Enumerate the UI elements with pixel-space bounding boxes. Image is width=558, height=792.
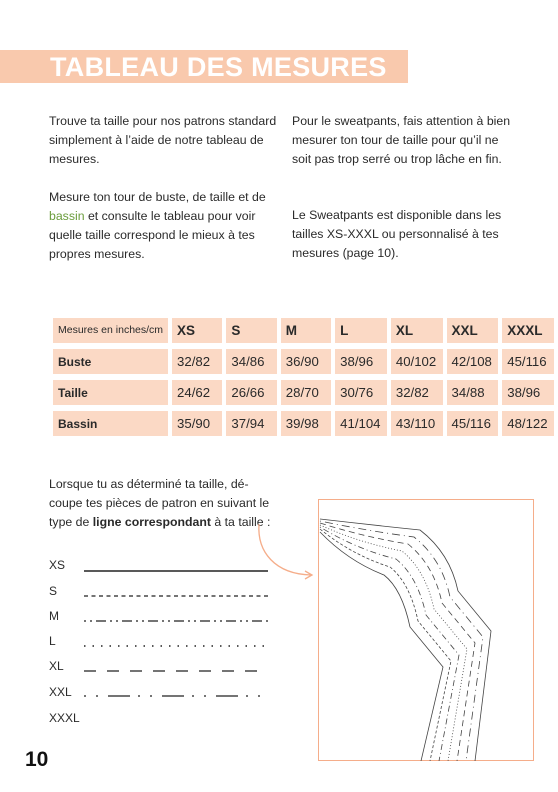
page-number: 10 bbox=[25, 748, 49, 771]
intro-right-paragraph-1: Pour le sweatpants, fais attention à bien mesurer ton tour de taille pour qu’il ne soit pas trop serré ou trop lâche en fin. bbox=[292, 114, 511, 166]
intro-left-paragraph-1: Trouve ta taille pour nos patrons standard simplement à l’aide de notre tableau de mesures. bbox=[49, 114, 277, 166]
table-cell: 32/82 bbox=[172, 349, 222, 374]
table-row bbox=[53, 411, 554, 436]
instructions-text: Lorsque tu as déterminé ta taille, dé-coupe tes pièces de patron en suivant le type de bbox=[49, 477, 270, 529]
table-cell: 30/76 bbox=[335, 380, 387, 405]
line-sample-dash-dot-dot bbox=[84, 694, 268, 698]
table-row bbox=[53, 349, 554, 374]
size-header: S bbox=[226, 318, 276, 343]
table-cell: 32/82 bbox=[391, 380, 443, 405]
table-cell: 38/96 bbox=[502, 380, 554, 405]
table-cell: 28/70 bbox=[281, 380, 331, 405]
line-label-xs: XS bbox=[49, 558, 66, 572]
size-header: M bbox=[281, 318, 331, 343]
table-cell: 35/90 bbox=[172, 411, 222, 436]
table-cell: 48/122 bbox=[502, 411, 554, 436]
table-header-label: Mesures en inches/cm bbox=[53, 318, 168, 343]
table-cell: 34/86 bbox=[226, 349, 276, 374]
table-cell: 43/110 bbox=[391, 411, 443, 436]
line-type-instructions bbox=[49, 475, 271, 532]
size-chart-table bbox=[49, 312, 558, 442]
page-title: TABLEAU DES MESURES bbox=[50, 52, 387, 82]
table-cell: 45/116 bbox=[447, 411, 499, 436]
table-cell: 36/90 bbox=[281, 349, 331, 374]
table-cell: 34/88 bbox=[447, 380, 499, 405]
line-label-s: S bbox=[49, 584, 58, 598]
table-row bbox=[53, 380, 554, 405]
instructions-text-end: à ta taille : bbox=[210, 515, 271, 529]
line-label-xl: XL bbox=[49, 659, 64, 673]
size-header: XS bbox=[172, 318, 222, 343]
line-sample-dashed bbox=[84, 594, 268, 598]
table-header-row bbox=[53, 318, 554, 343]
line-sample-dotted bbox=[84, 644, 268, 648]
instructions-bold: ligne correspondant bbox=[92, 515, 211, 529]
arrow-icon bbox=[255, 522, 317, 582]
table-cell: 42/108 bbox=[447, 349, 499, 374]
table-cell: 45/116 bbox=[502, 349, 554, 374]
line-sample-long-dash bbox=[84, 669, 268, 673]
line-sample-solid bbox=[84, 569, 268, 573]
table-cell: 39/98 bbox=[281, 411, 331, 436]
line-sample-dash-dot bbox=[84, 619, 268, 623]
row-label-bassin: Bassin bbox=[53, 411, 168, 436]
line-label-l: L bbox=[49, 634, 56, 648]
intro-left-text: Mesure ton tour de buste, de taille et de bbox=[49, 190, 266, 204]
size-header: XL bbox=[391, 318, 443, 343]
bassin-highlight: bassin bbox=[49, 209, 85, 223]
line-label-m: M bbox=[49, 609, 59, 623]
size-header: XXL bbox=[447, 318, 499, 343]
table-cell: 37/94 bbox=[226, 411, 276, 436]
table-cell: 41/104 bbox=[335, 411, 387, 436]
table-cell: 26/66 bbox=[226, 380, 276, 405]
intro-left-paragraph-2 bbox=[49, 188, 279, 264]
table-cell: 38/96 bbox=[335, 349, 387, 374]
size-header: L bbox=[335, 318, 387, 343]
intro-right-paragraph-2: Le Sweatpants est disponible dans les tailles XS-XXXL ou personnalisé à tes mesures (page 10). bbox=[292, 208, 502, 260]
line-label-xxxl: XXXL bbox=[49, 711, 80, 725]
row-label-taille: Taille bbox=[53, 380, 168, 405]
line-label-xxl: XXL bbox=[49, 685, 72, 699]
row-label-buste: Buste bbox=[53, 349, 168, 374]
intro-left-text-end: et consulte le tableau pour voir quelle taille correspond le mieux à tes propres mesures. bbox=[49, 209, 256, 261]
size-header: XXXL bbox=[502, 318, 554, 343]
pattern-lines-illustration bbox=[318, 499, 534, 761]
table-cell: 24/62 bbox=[172, 380, 222, 405]
table-cell: 40/102 bbox=[391, 349, 443, 374]
